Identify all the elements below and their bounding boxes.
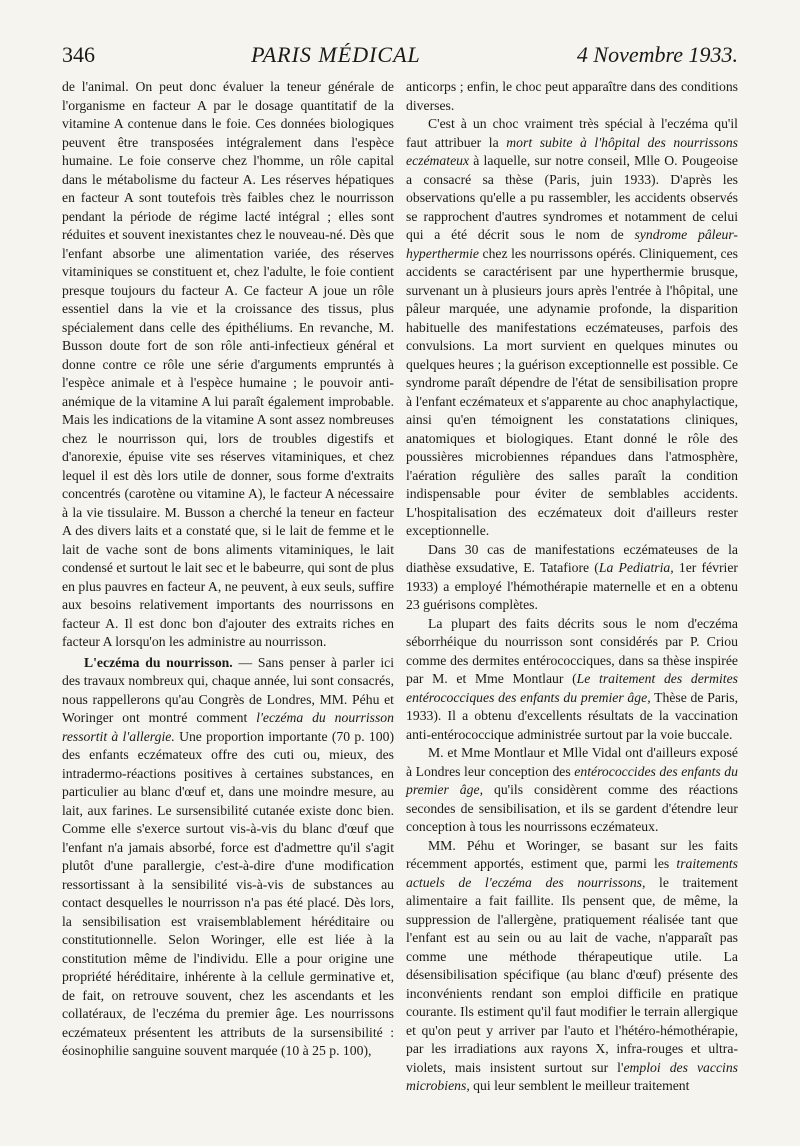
paragraph: [406, 615, 738, 745]
page-header: [62, 42, 738, 76]
text-run: C'est à un choc vraiment très spécial à l'eczéma qu'il faut attribuer la: [406, 116, 738, 150]
paragraph: [406, 837, 738, 1096]
text-run: MM. Péhu et Woringer, se basant sur les faits récemment apportés, estiment que, parmi les: [406, 837, 738, 871]
text-run: chez les nourrissons opérés. Cliniquement, ces accidents se caractérisent par une hyperthermie brusque, survenant un à plusieurs jours après l'entrée à l'hôpital, une pâleur marquée, une adynamie profonde, la disparition habituelle des manifestations eczémateuses, parfois des convulsions. La mort survient en quelques minutes ou quelques heures ; la guérison exceptionnelle est possible. Ce syndrome paraît dépendre de l'état de sensibilisation propre à l'enfant eczémateux et s'apparente au choc anaphylactique, ainsi qu'en témoignent les constatations cliniques, anatomiques et biologiques. Etant donné le rôle des poussières microbiennes répandues dans l'atmosphère, l'aération régulière des salles paraît la condition indispensable pour éviter de semblables accidents. L'hospitalisation des eczémateux doit d'ailleurs rester exceptionnelle.: [406, 245, 738, 538]
page-number: 346: [62, 42, 95, 67]
paragraph: [406, 744, 738, 837]
text-run: — Sans penser à parler ici des travaux nombreux qui, chaque année, lui sont consacrés, nous rappellerons qu'au Congrès de Londres, MM. Péhu et Woringer ont montré comment: [62, 654, 395, 725]
emphasis-run: La Pediatria,: [598, 560, 674, 575]
text-run: La plupart des faits décrits sous le nom d'eczéma séborrhéique du nourrisson sont considérés par P. Criou comme des dermites entérococciques, dans sa thèse inspirée par M. et Mme Montlaur (: [406, 615, 738, 686]
text-run: Thèse de Paris, 1933). Il a obtenu d'excellents résultats de la vaccination anti-entérococcique administrée surtout par la voie buccale.: [406, 689, 739, 742]
text-run: Dans 30 cas de manifestations eczémateuses de la diathèse exsudative, E. Tatafiore (: [406, 541, 738, 575]
paragraph: de l'animal. On peut donc évaluer la teneur générale de l'organisme en facteur A par le dosage quantitatif de la vitamine A contenue dans le foie. Ces données biologiques peuvent être transposées intégralement dans l'espèce humaine. Le foie conserve chez l'homme, un rôle capital dans le métabolisme du facteur A. Les réserves hépatiques en facteur A sont toutefois très faibles chez le nourrisson pendant la période de régime lacté intégral ; elles sont réduites et souvent inexistantes chez le nouveau-né. Dès que l'enfant absorbe une alimentation variée, des réserves vitaminiques se constituent et, chez l'adulte, le foie contient presque toujours du facteur A. Ce facteur A joue un rôle essentiel dans la vie et la croissance des tissus, plus spécialement dans celle des épithéliums. En revanche, M. Busson doute fort de son rôle anti-infectieux général et donne contre ce rôle une série d'arguments empruntés à l'espèce animale et à l'espèce humaine ; le pouvoir anti-anémique de la vitamine A lui paraît également improbable. Mais les indications de la vitamine A sont assez nombreuses chez le nourrisson qui, lors de troubles digestifs et d'anorexie, épuise vite ses réserves vitaminiques, et chez lequel il est dès lors utile de donner, sous forme d'extraits concentrés (carotène ou vitamine A), le facteur A nécessaire à la vie tissulaire. M. Busson a cherché la teneur en facteur A des divers laits et a constaté que, si le lait de femme et le lait de vache sont de bons aliments vitaminiques, le lait condensé et surtout le lait sec et le babeurre, qui sont de plus en plus pauvres en facteur A, ne peuvent, à eux seuls, suffire aux besoins relativement importants des nourrissons en facteur A. Il est donc bon d'ajouter des extraits riches en facteur A lorsqu'on les administre au nourrisson.: [62, 79, 394, 649]
text-run: Une proportion importante (70 p. 100) des enfants eczémateux offre des cuti ou, mieux, des intradermo-réactions positives à certaines substances, en particulier au blanc d'œuf et, dans une moindre mesure, au lait, aux farines. Le sursensibilité cutanée existe donc bien. Comme elle s'exerce surtout vis-à-vis du blanc d'œuf que l'enfant n'a jamais absorbé, force est d'admettre qu'il s'agit plutôt d'une parallergie, c'est-à-dire d'une modification ressortissant à la sensibilité vis-à-vis de substances au contact desquelles le nourrisson n'a pas été placé. Dès lors, la sensibilisation est vraisemblablement héréditaire ou constitutionnelle. Selon Woringer, elle est liée à la constitution même de l'individu. Elle a pour origine une propriété héréditaire, inhérente à la cellule germinative et, de fait, on retrouve souvent, chez les ascendants et les collatéraux, de l'eczéma du premier âge. Les nourrissons eczémateux présentent les attributs de la sursensibilité : éosinophilie sanguine souvent marquée (10 à 25 p. 100),: [62, 728, 395, 1058]
issue-date: 4 Novembre 1933.: [576, 42, 738, 67]
paragraph: [406, 541, 738, 615]
paragraph: anticorps ; enfin, le choc peut apparaître dans des conditions diverses.: [406, 79, 738, 113]
emphasis-run: Le traitement des dermites entérococciques des enfants du premier âge,: [406, 671, 738, 705]
emphasis-run: emploi des vaccins microbiens,: [406, 1059, 739, 1093]
emphasis-run: entérococcides des enfants du premier âge,: [406, 763, 738, 797]
section-heading: L'eczéma du nourrisson.: [84, 654, 233, 670]
paragraph: [406, 115, 738, 541]
paragraph-eczema: [62, 654, 394, 1061]
text-run: à laquelle, sur notre conseil, Mlle O. Pougeoise a consacré sa thèse (Paris, juin 1933). D'après les observations qu'elle a pu rassembler, les accidents observés se rapprochent d'autres syndromes et notamment de celui qui a été décrit sous le nom de: [406, 153, 738, 242]
emphasis-run: traitements actuels de l'eczéma des nourrissons,: [406, 856, 738, 890]
right-column: [406, 78, 738, 1096]
emphasis-run: syndrome pâleur-hyperthermie: [406, 227, 738, 261]
text-run: le traitement alimentaire a fait faillite. Ils pensent que, de même, la suppression de l'allergène, pratiquement réalisée tant que l'enfant est au sein ou au lait de vache, n'apparaît pas comme une méthode thérapeutique utile. La désensibilisation spécifique (au blanc d'œuf) présente des inconvénients rendant son emploi difficile en pratique courante. Ils estiment qu'il faut modifier le terrain allergique et qu'on peut y arriver par l'auto et l'hétéro-hémothérapie, par les irradiations aux rayons X, infra-rouges et ultra-violets, mais insistent surtout sur l': [406, 874, 738, 1075]
emphasis-run: l'eczéma du nourrisson ressortit à l'allergie.: [62, 710, 394, 744]
emphasis-run: mort subite à l'hôpital des nourrissons eczémateux: [406, 134, 739, 168]
text-run: M. et Mme Montlaur et Mlle Vidal ont d'ailleurs exposé à Londres leur conception des: [406, 745, 738, 779]
text-run: qui leur semblent le meilleur traitement: [469, 1078, 690, 1093]
text-run: 1er février 1933) a employé l'hémothérapie maternelle et en a obtenu 23 guérisons complètes.: [406, 560, 738, 612]
journal-title: PARIS MÉDICAL: [251, 42, 421, 67]
text-run: qu'ils considèrent comme des réactions secondes de sensibilisation, et ils se gardent d'étendre leur conception à tous les nourrissons eczémateux.: [406, 782, 738, 834]
left-column: [62, 78, 394, 1061]
